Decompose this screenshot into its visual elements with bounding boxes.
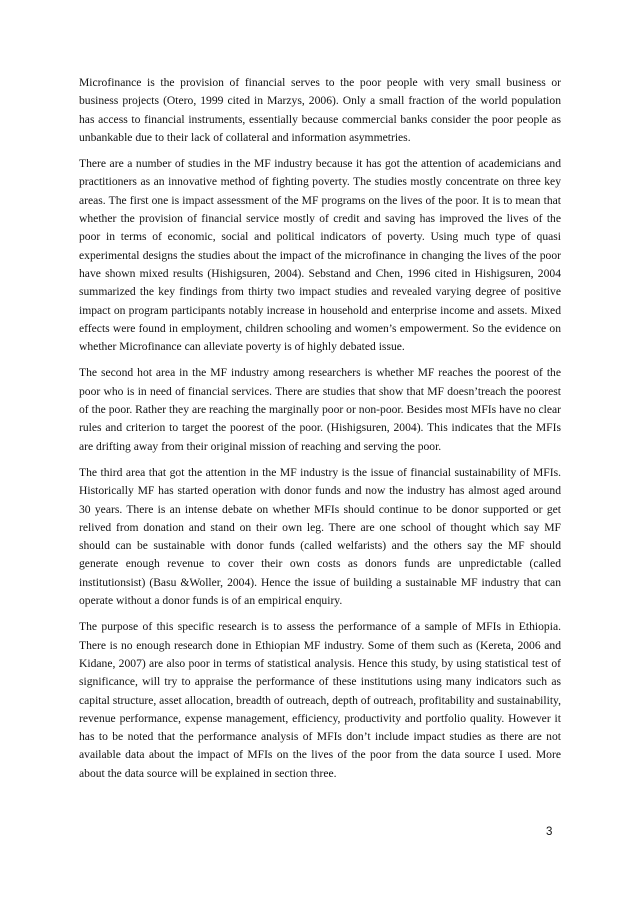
paragraph-impact-studies: There are a number of studies in the MF industry because it has got the attention of academicians and practitioners as an innovative method of fighting poverty. The studies mostly concentrate on three key areas. The first one is impact assessment of the MF programs on the lives of the poor. It is to mean that whether the provision of financial service mostly of credit and saving has improved the lives of the poor in terms of economic, social and political indicators of poverty. Using much type of quasi experimental designs the studies about the impact of the microfinance in changing the lives of the poor have shown mixed results (Hishigsuren, 2004). Sebstand and Chen, 1996 cited in Hishigsuren, 2004 summarized the key findings from thirty two impact studies and revealed varying degree of positive impact on program participants notably increase in household and enterprise income and assets. Mixed effects were found in employment, children schooling and women’s empowerment. So the evidence on whether Microfinance can alleviate poverty is of highly debated issue. — [79, 157, 561, 354]
paragraph-outreach: The second hot area in the MF industry among researchers is whether MF reaches the poorest of the poor who is in need of financial services. There are studies that show that MF doesn’treach the poorest of the poor. Rather they are reaching the marginally poor or non-poor. Besides most MFIs have no clear rules and criterion to target the poorest of the poor. (Hishigsuren, 2004). This indicates that the MFIs are drifting away from their original mission of reaching and serving the poor. — [79, 366, 561, 453]
page-number: 3 — [546, 826, 553, 838]
paragraph-definition: Microfinance is the provision of financial serves to the poor people with very small business or business projects (Otero, 1999 cited in Marzys, 2006). Only a small fraction of the world population has access to financial instruments, essentially because commercial banks consider the poor people as unbankable due to their lack of collateral and information asymmetries. — [79, 76, 561, 144]
paragraph-purpose: The purpose of this specific research is to assess the performance of a sample of MFIs in Ethiopia. There is no enough research done in Ethiopian MF industry. Some of them such as (Kereta, 2006 and Kidane, 2007) are also poor in terms of statistical analysis. Hence this study, by using statistical test of significance, will try to appraise the performance of these institutions using many indicators such as capital structure, asset allocation, breadth of outreach, depth of outreach, profitability and sustainability, revenue performance, expense management, efficiency, productivity and portfolio quality. However it has to be noted that the performance analysis of MFIs don’t include impact studies as there are not available data about the impact of MFIs on the lives of the poor from the data source I used. More about the data source will be explained in section three. — [79, 620, 561, 780]
paragraph-sustainability: The third area that got the attention in the MF industry is the issue of financial sustainability of MFIs. Historically MF has started operation with donor funds and now the industry has almost aged around 30 years. There is an intense debate on whether MFIs should continue to be donor supported or get relived from donation and stand on their own leg. There are one school of thought which say MF should can be sustainable with donor funds (called welfarists) and the others say the MF should generate enough revenue to cover their own costs as donors funds are unpredictable (called institutionsist) (Basu &Woller, 2004). Hence the issue of building a sustainable MF industry that can operate without a donor funds is of an empirical enquiry. — [79, 465, 561, 608]
body-text — [79, 74, 561, 791]
